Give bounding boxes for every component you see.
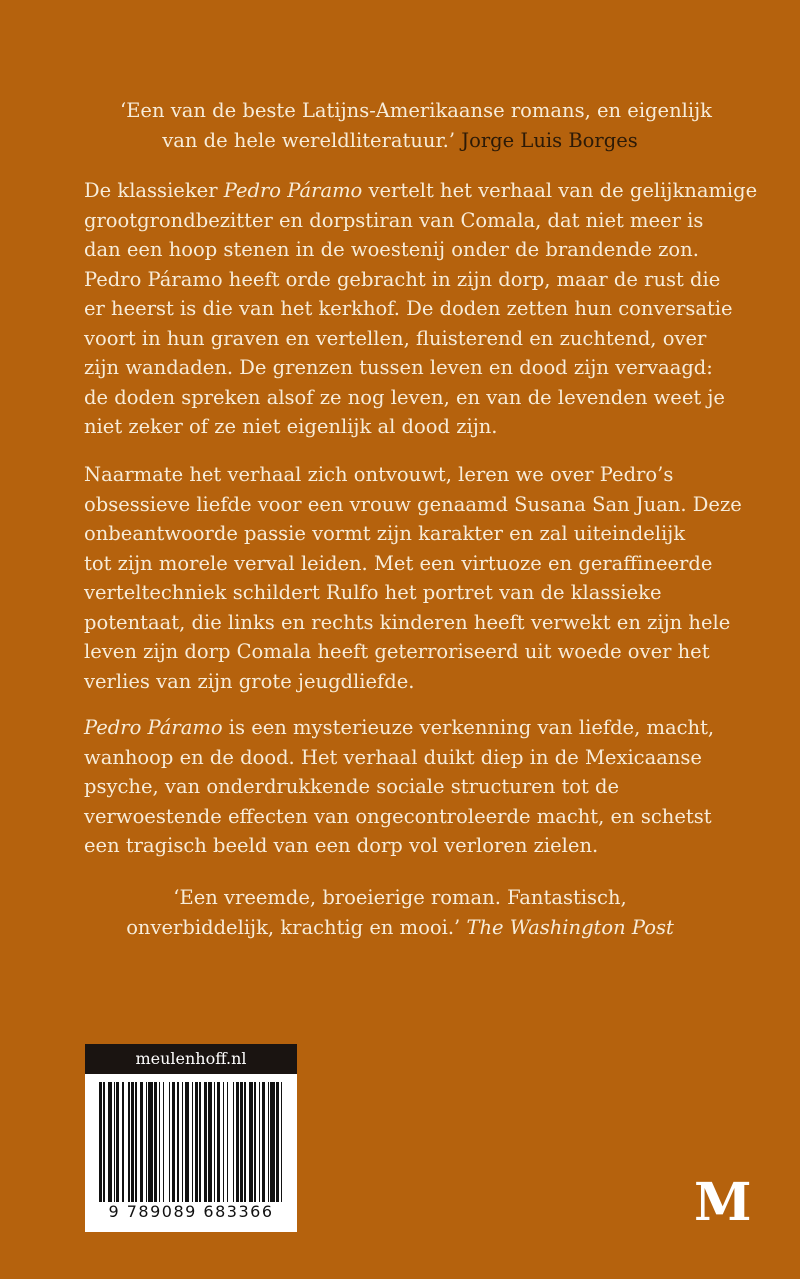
synopsis-paragraph-3 <box>84 713 720 861</box>
barcode-panel <box>85 1044 297 1232</box>
quote-line: ‘Een van de beste Latijns-Amerikaanse romans, en eigenlijk <box>120 99 712 122</box>
book-title: Pedro Páramo <box>84 716 223 739</box>
quote-line: ‘Een vreemde, broeierige roman. Fantastisch, <box>173 886 627 909</box>
barcode <box>99 1082 285 1202</box>
text-line: dan een hoop stenen in de woestenij onder de brandende zon. <box>84 238 699 261</box>
text-line: niet zeker of ze niet eigenlijk al dood zijn. <box>84 415 498 438</box>
text-line: er heerst is die van het kerkhof. De doden zetten hun conversatie <box>84 297 733 320</box>
isbn-number: 9 789089 683366 <box>108 1202 274 1221</box>
publisher-website: meulenhoff.nl <box>85 1044 297 1074</box>
text-line: potentaat, die links en rechts kinderen heeft verwekt en zijn hele <box>84 610 731 634</box>
text-line: grootgrondbezitter en dorpstiran van Comala, dat niet meer is <box>84 208 704 232</box>
text-line: Pedro Páramo heeft orde gebracht in zijn dorp, maar de rust die <box>84 267 721 291</box>
text-line: psyche, van onderdrukkende sociale structuren tot de <box>84 775 620 798</box>
text-line: Naarmate het verhaal zich ontvouwt, leren we over Pedro’s <box>84 463 674 486</box>
text-run: De klassieker <box>84 179 224 202</box>
opening-quote <box>120 96 712 155</box>
text-line: verlies van zijn grote jeugdliefde. <box>84 669 415 693</box>
text-line: tot zijn morele verval leiden. Met een virtuoze en geraffineerde <box>84 551 713 575</box>
text-line: zijn wandaden. De grenzen tussen leven en dood zijn vervaagd: <box>84 356 713 379</box>
text-line: onbeantwoorde passie vormt zijn karakter en zal uiteindelijk <box>84 522 686 545</box>
publisher-logo: M <box>694 1172 752 1233</box>
text-line: obsessieve liefde voor een vrouw genaamd Susana San Juan. Deze <box>84 492 742 516</box>
quote-line: van de hele wereldliteratuur.’ <box>162 128 456 152</box>
synopsis-paragraph-1 <box>84 176 758 442</box>
text-line: voort in hun graven en vertellen, fluisterend en zuchtend, over <box>84 326 707 350</box>
synopsis-paragraph-2 <box>84 460 742 696</box>
closing-quote <box>120 883 680 942</box>
book-title: Pedro Páramo <box>223 179 363 202</box>
quote-source: Jorge Luis Borges <box>461 128 638 152</box>
text-line: wanhoop en de dood. Het verhaal duikt diep in de Mexicaanse <box>84 745 702 769</box>
text-line: verwoestende effecten van ongecontroleerde macht, en schetst <box>84 804 712 828</box>
quote-line: onverbiddelijk, krachtig en mooi.’ <box>126 915 461 939</box>
text-run: vertelt het verhaal van de gelijknamige <box>362 179 758 202</box>
text-line: de doden spreken alsof ze nog leven, en van de levenden weet je <box>84 385 725 409</box>
barcode-bar <box>282 1082 285 1202</box>
quote-source: The Washington Post <box>466 915 674 939</box>
text-line: een tragisch beeld van een dorp vol verloren zielen. <box>84 834 599 857</box>
text-line: leven zijn dorp Comala heeft geterroriseerd uit woede over het <box>84 640 710 663</box>
text-line: verteltechniek schildert Rulfo het portret van de klassieke <box>84 581 662 604</box>
text-run: is een mysterieuze verkenning van liefde, macht, <box>222 716 715 739</box>
